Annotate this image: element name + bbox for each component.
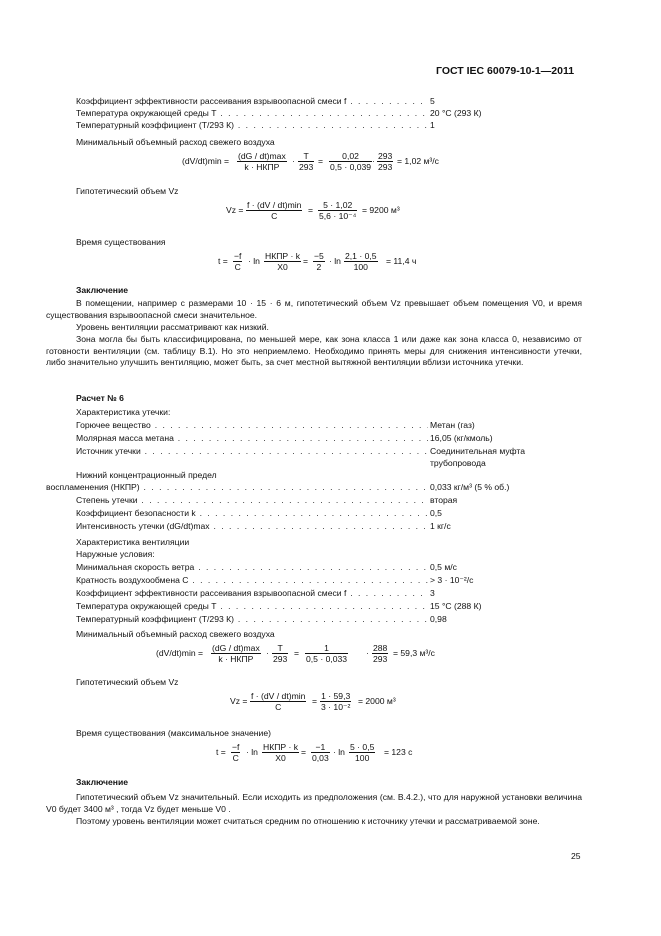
paragraph: Уровень вентиляции рассматривают как низкий. (76, 322, 269, 332)
fraction: f · (dV / dt)min C (251, 691, 306, 712)
param-row-value: 20 °С (293 К) (430, 108, 482, 118)
formula-caption: Минимальный объемный расход свежего воздуха (76, 137, 275, 147)
param-row-label: Степень утечки . . . (76, 495, 428, 506)
formula-result: = 11,4 ч (386, 256, 417, 266)
formula-caption: Гипотетический объем Vz (76, 677, 179, 687)
fraction: НКПР · k X0 (265, 251, 301, 272)
paragraph: Зона могла бы быть классифицирована, по меньшей мере, как зона класса 1 или даже как зона класса 0, независимо от готовности вентиляции (см. таблицу В.1). Но это неприемлемо. Необходимо принять меры для снижения интенсивности утечки, либо значительно улучшить вентиляцию, может быть, за счет местной вытяжной вентиляции вблизи источника утечки. (46, 334, 582, 367)
param-row-label: Источник утечки . . . (76, 446, 428, 457)
paragraph: Гипотетический объем Vz значительный. Если исходить из предположения (см. В.4.2.), что для наружной установки величина V0 будет 3400 м³ , тогда Vz будет меньше V0 . (46, 792, 582, 814)
fraction: $\frac{-1}{0,03}$ (312, 742, 329, 763)
formula-result: = 1,02 м³/с (397, 156, 439, 166)
param-row-label: Коэффициент эффективности рассеивания взрывоопасной смеси f . . . (76, 588, 428, 599)
formula-vz-1: Vz = f · (dV / dt)min C = $\frac{5 \cdot 1,02}{\text{5,6 · 10⁻⁴}}$ = 9200 м³ (226, 200, 400, 221)
param-row-label: Коэффициент эффективности рассеивания взрывоопасной смеси f . . . (76, 96, 428, 107)
formula-result: = 59,3 м³/с (393, 648, 435, 658)
param-row-label: Горючее вещество . . . (76, 420, 428, 431)
param-row-label: Молярная масса метана . . . (76, 433, 428, 444)
section-heading: Расчет № 6 (76, 393, 124, 403)
fraction: $\frac{1 \cdot 59,3}{\text{3 · 10⁻²}}$ (321, 691, 351, 712)
param-row-label: Температура окружающей среды T . . . (76, 108, 428, 119)
param-row-value: 1 кг/с (430, 521, 451, 531)
subsection-title: Характеристика утечки: (76, 407, 171, 417)
formula-caption: Гипотетический объем Vz (76, 186, 179, 196)
param-row-value: трубопровода (430, 458, 486, 468)
subsection-title: Характеристика вентиляции (76, 537, 190, 547)
paragraph: Поэтому уровень вентиляции может считаться средним по отношению к источнику утечки и рассматриваемой зоне. (76, 816, 540, 826)
fraction: $\frac{T}{293}$ (273, 643, 288, 664)
formula-flow-1: (dV/dt)min = (dG / dt)max k · НКПР · $\frac{T}{293}$ = $\frac{0,02}{0,5 \cdot 0,039}$ · $\frac{293}{293}$ = 1,02 м³/с (182, 151, 439, 172)
param-row-value: 15 °С (288 К) (430, 601, 482, 611)
param-row-label: Коэффициент безопасности k . . . (76, 508, 428, 519)
param-row-label: Интенсивность утечки (dG/dt)max . . . (76, 521, 428, 532)
section-heading: Заключение (76, 285, 129, 295)
param-row-label: Температурный коэффициент (T/293 К) . . . (76, 614, 428, 625)
formula-result: = 2000 м³ (358, 696, 396, 706)
param-row-value: 0,5 (430, 508, 442, 518)
formula-flow-2: (dV/dt)min = (dG / dt)max k · НКПР · $\frac{T}{293}$ = $\frac{1}{0,5 \cdot 0,033}$ · $\frac{288}{293}$ = 59,3 м³/с (156, 643, 435, 664)
param-row-label: Минимальная скорость ветра . . . (76, 562, 428, 573)
fraction: $\frac{T}{293}$ (299, 151, 314, 172)
fraction: $\frac{5 \cdot 1,02}{\text{5,6 · 10⁻⁴}}$ (319, 200, 357, 221)
paragraph: В помещении, например с размерами 10 · 15 · 6 м, гипотетический объем Vz превышает объем помещения V0, и время существования взрывоопасной смеси значительное. (46, 298, 582, 320)
page-header: ГОСТ IEC 60079-10-1—2011 (436, 65, 575, 77)
fraction: НКПР · k X0 (263, 742, 299, 763)
fraction: $\frac{288}{293}$ (373, 643, 388, 664)
formula-caption: Время существования (76, 237, 166, 247)
fraction: $\frac{2,1 \cdot 0,5}{100}$ (345, 251, 377, 272)
fraction: $\frac{293}{293}$ (378, 151, 393, 172)
fraction: $\frac{-f}{C}$ (234, 251, 242, 272)
fraction: $\frac{1}{0,5 \cdot 0,033}$ (306, 643, 348, 664)
formula-time-1: t = $\frac{-f}{C}$ · ln НКПР · k X0 = $\frac{-5}{2}$ · ln $\frac{2,1 \cdot 0,5}{100}$ = 11,4 ч (218, 251, 417, 272)
param-row-value: вторая (430, 495, 458, 505)
param-row-value: Соединительная муфта (430, 446, 526, 456)
formula-vz-2: Vz = f · (dV / dt)min C = $\frac{1 \cdot 59,3}{\text{3 · 10⁻²}}$ = 2000 м³ (230, 691, 396, 712)
param-row-value: 5 (430, 96, 435, 106)
param-row-value: 1 (430, 120, 435, 130)
param-row-label: Температура окружающей среды T . . . (76, 601, 428, 612)
param-row-label: Нижний концентрационный предел (76, 470, 217, 480)
formula-result: = 9200 м³ (362, 205, 400, 215)
fraction: $\frac{-f}{C}$ (232, 742, 240, 763)
param-row-value: 0,98 (430, 614, 447, 624)
param-row-label: Кратность воздухообмена C . . . (76, 575, 428, 586)
fraction: $\frac{5 \cdot 0,5}{100}$ (350, 742, 375, 763)
param-row-value: Метан (газ) (430, 420, 475, 430)
formula-result: = 123 с (384, 747, 413, 757)
fraction: f · (dV / dt)min C (247, 200, 302, 221)
formula-caption: Минимальный объемный расход свежего воздуха (76, 629, 275, 639)
page-number: 25 (571, 851, 581, 861)
param-row-label: Температурный коэффициент (T/293 К) . . . (76, 120, 428, 131)
fraction: (dG / dt)max k · НКПР (212, 643, 260, 664)
param-row-value: 0,033 кг/м³ (5 % об.) (430, 482, 510, 492)
section-heading: Заключение (76, 777, 129, 787)
fraction: $\frac{0,02}{0,5 \cdot 0,039}$ (330, 151, 372, 172)
param-row-value: > 3 · 10⁻²/с (430, 575, 474, 585)
formula-time-2: t = $\frac{-f}{C}$ · ln НКПР · k X0 = $\frac{-1}{0,03}$ · ln $\frac{5 \cdot 0,5}{100}$ = 123 с (216, 742, 413, 763)
param-row-value: 3 (430, 588, 435, 598)
param-row-label: воспламенения (НКПР) . . . (46, 482, 428, 493)
param-row-value: 0,5 м/с (430, 562, 457, 572)
fraction: $\frac{-5}{2}$ (314, 251, 324, 272)
formula-caption: Время существования (максимальное значение) (76, 728, 271, 738)
fraction: (dG / dt)max k · НКПР (238, 151, 286, 172)
subsection-title: Наружные условия: (76, 549, 155, 559)
param-row-value: 16,05 (кг/кмоль) (430, 433, 493, 443)
formula-lhs: (dV/dt)min = (182, 156, 230, 166)
